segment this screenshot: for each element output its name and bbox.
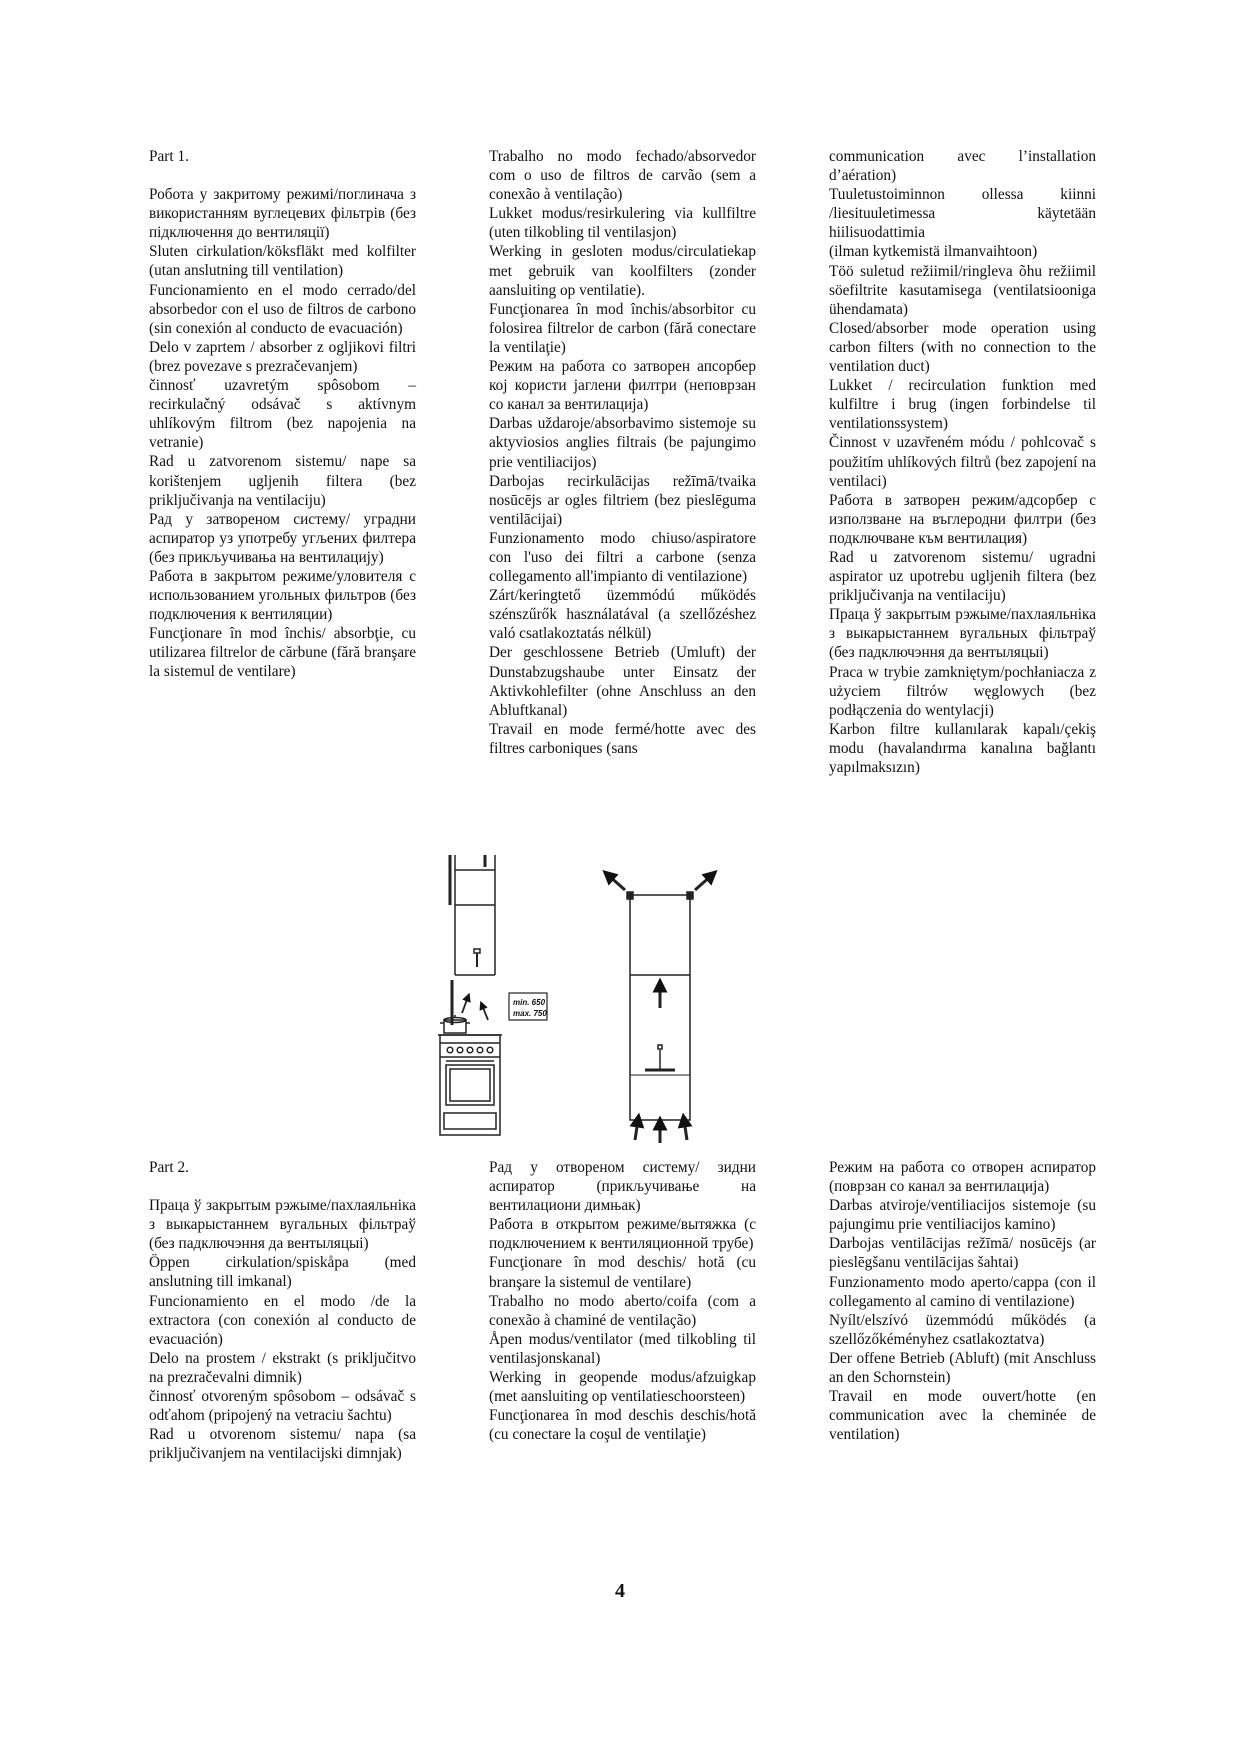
paragraph: Trabalho no modo fechado/absorvedor com o uso de filtros de carvão (sem a conexão à ventilação) — [489, 148, 756, 204]
paragraph: Travail en mode fermé/hotte avec des filtres carboniques (sans — [489, 720, 756, 757]
paragraph: Работа в закрытом режиме/уловителя с использованием угольных фильтров (без подключения к вентиляции) — [149, 567, 416, 624]
paragraph: Činnost v uzavřeném módu / pohlcovač s použitím uhlíkových filtrů (bez zapojení na ventilaci) — [829, 434, 1096, 490]
paragraph: činnosť otvoreným spôsobom – odsávač s odťahom (pripojený na vetraciu šachtu) — [149, 1388, 416, 1425]
part2-column-2 — [489, 1158, 756, 1444]
paragraph: Rad u zatvorenom sistemu/ nape sa korištenjem ugljenih filtera (bez priključivanja na ventilaciju) — [149, 453, 416, 509]
paragraph: Funcţionare în mod închis/ absorbţie, cu utilizarea filtrelor de cărbune (fără branşare la sistemul de ventilare) — [149, 625, 416, 681]
paragraph: Sluten cirkulation/köksfläkt med kolfilter (utan anslutning till ventilation) — [149, 243, 416, 280]
arrow-in-left-icon — [635, 1120, 638, 1140]
paragraph: Darbas atviroje/ventiliacijos sistemoje (su pajungimu prie ventiliacijos kamino) — [829, 1197, 1096, 1234]
paragraph: Funcţionarea în mod închis/absorbitor cu folosirea filtrelor de carbon (fără conectare la ventilaţie) — [489, 300, 756, 356]
left-hood-drawing — [450, 855, 495, 975]
paragraph: Trabalho no modo aberto/coifa (com a conexão à chaminé de ventilação) — [489, 1292, 756, 1329]
paragraph: Der offene Betrieb (Abluft) (mit Anschluss an den Schornstein) — [829, 1349, 1096, 1387]
paragraph: Darbojas ventilācijas režīmā/ nosūcējs (ar pieslēgšanu ventilācijas šahtai) — [829, 1235, 1096, 1272]
cooker-drawing — [438, 1035, 502, 1135]
part1-column-2 — [489, 147, 756, 758]
dimension-max-label: max. 750 — [513, 1009, 547, 1018]
paragraph: Режим на работа со отворен аспиратор (поврзан со канал за вентилација) — [829, 1159, 1096, 1196]
arrow-out-right-icon — [695, 875, 712, 890]
paragraph: Delo na prostem / ekstrakt (s priključitvo na prezračevalni dimnik) — [149, 1349, 416, 1386]
paragraph: Lukket / recirculation funktion med kulfiltre i brug (ingen forbindelse til ventilationssystem) — [829, 377, 1096, 433]
paragraph: Lukket modus/resirkulering via kullfiltre (uten tilkobling til ventilasjon) — [489, 205, 756, 242]
paragraph: Режим на работа со затворен апсорбер кој користи јаглени филтри (неповрзан со канал за вентилација) — [489, 358, 756, 414]
pot-icon — [440, 1015, 470, 1033]
paragraph: Праца ў закрытым рэжыме/пахлаяльніка з выкарыстаннем вугальных фільтраў (без падключэння да вентыляцыі) — [149, 1197, 416, 1253]
paragraph: Praca w trybie zamkniętym/pochłaniacza z użyciem filtrów węglowych (bez podłączenia do wentylacji) — [829, 663, 1096, 719]
paragraph: činnosť uzavretým spôsobom – recirkulačný odsávač s aktívnym uhlíkovým filtrom (bez napojenia na vetranie) — [149, 377, 416, 452]
paragraph: Rad u zatvorenom sistemu/ ugradni aspirator uz upotrebu ugljenih filtera (bez priključivanja na ventilaciju) — [829, 548, 1096, 605]
paragraph: Der geschlossene Betrieb (Umluft) der Dunstabzugshaube unter Einsatz der Aktivkohlefilter (ohne Anschluss an den Abluftkanal) — [489, 644, 756, 719]
paragraph: (ilman kytkemistä ilmanvaihtoon) — [829, 243, 1038, 261]
part1-column-1 — [149, 147, 416, 682]
dimension-min-label: min. 650 — [513, 998, 546, 1007]
paragraph: Töö suletud režiimil/ringleva õhu režiimil söefiltrite kasutamisega (ventilatsiooniga ühendamata) — [829, 262, 1096, 318]
arrow-up-icon — [482, 1005, 488, 1020]
paragraph: Karbon filtre kullanılarak kapalı/çekiş modu (havalandırma kanalına bağlantı yapılmaksızın) — [829, 720, 1096, 776]
paragraph: Работа в затворен режим/адсорбер с използване на въглеродни филтри (без подключване към вентилация) — [829, 491, 1096, 547]
paragraph: Рад у отвореном систему/ зидни аспиратор (прикључивање на вентилациони димњак) — [489, 1159, 756, 1215]
arrow-out-left-icon — [608, 875, 625, 890]
paragraph: Travail en mode ouvert/hotte (en communication avec la cheminée de ventilation) — [829, 1388, 1096, 1444]
paragraph: Werking in gesloten modus/circulatiekap met gebruik van koolfilters (zonder aansluiting op ventilatie). — [489, 243, 756, 299]
paragraph: Funcionamiento en el modo /de la extractora (con conexión al conducto de evacuación) — [149, 1292, 416, 1348]
part1-column-3 — [829, 147, 1096, 777]
paragraph: Darbojas recirkulācijas režīmā/tvaika nosūcējs ar ogles filtriem (bez pieslēguma ventilācijai) — [489, 472, 756, 528]
part2-column-1 — [149, 1158, 416, 1463]
paragraph: Tuuletustoiminnon ollessa kiinni /liesituuletimessa käytetään hiilisuodattimia — [829, 186, 1096, 242]
paragraph: Funzionamento modo chiuso/aspiratore con l'uso dei filtri a carbone (senza collegamento all'impianto di ventilazione) — [489, 529, 756, 586]
paragraph: Delo v zaprtem / absorber z ogljikovi filtri (brez povezave s prezračevanjem) — [149, 338, 416, 375]
part2-column-3 — [829, 1158, 1096, 1444]
paragraph: Праца ў закрытым рэжыме/пахлаяльніка з выкарыстаннем вугальных фільтраў (без падключэння да вентыляцыі) — [829, 606, 1096, 662]
paragraph: communication avec l’installation d’aération) — [829, 148, 1096, 185]
paragraph: Rad u otvorenom sistemu/ napa (sa priključivanjem na ventilacijski dimnjak) — [149, 1426, 416, 1463]
paragraph: Робота у закритому режимі/поглинача з використанням вуглецевих фільтрів (без підключення до вентиляції) — [149, 186, 416, 242]
arrow-up-icon — [462, 997, 468, 1013]
paragraph: Nyílt/elszívó üzemmódú működés (a szellőzőkéményhez csatlakoztatva) — [829, 1311, 1096, 1348]
paragraph: Åpen modus/ventilator (med tilkobling til ventilasjonskanal) — [489, 1330, 756, 1367]
paragraph: Darbas uždaroje/absorbavimo sistemoje su aktyviosios anglies filtrais (be pajungimo prie ventiliacijos) — [489, 415, 756, 471]
paragraph: Zárt/keringtető üzemmódú működés szénszűrők használatával (a szellőzéshez való csatlakoztatás nélkül) — [489, 587, 756, 643]
part2-heading: Part 2. — [149, 1159, 189, 1176]
part1-heading: Part 1. — [149, 148, 189, 165]
paragraph: Funcţionarea în mod deschis deschis/hotă (cu conectare la coşul de ventilaţie) — [489, 1407, 756, 1444]
page-number: 4 — [615, 1580, 625, 1602]
paragraph: Funcţionare în mod deschis/ hotă (cu branşare la sistemul de ventilare) — [489, 1254, 756, 1291]
paragraph: Werking in geopende modus/afzuigkap (met aansluiting op ventilatieschoorsteen) — [489, 1369, 756, 1406]
paragraph: Funcionamiento en el modo cerrado/del absorbedor con el uso de filtros de carbono (sin conexión al conducto de evacuación) — [149, 281, 416, 337]
paragraph: Рад у затвореном систему/ уградни аспиратор уз употребу угљених филтера (без прикључивања на вентилацију) — [149, 510, 416, 566]
paragraph: Closed/absorber mode operation using carbon filters (with no connection to the ventilation duct) — [829, 319, 1096, 376]
paragraph: Работа в открытом режиме/вытяжка (с подключением к вентиляционной трубе) — [489, 1216, 756, 1253]
paragraph: Öppen cirkulation/spiskåpa (med anslutning till imkanal) — [149, 1254, 416, 1291]
paragraph: Funzionamento modo aperto/cappa (con il collegamento al camino di ventilazione) — [829, 1273, 1096, 1310]
arrow-in-right-icon — [684, 1120, 687, 1140]
hood-installation-diagram — [430, 845, 810, 1145]
